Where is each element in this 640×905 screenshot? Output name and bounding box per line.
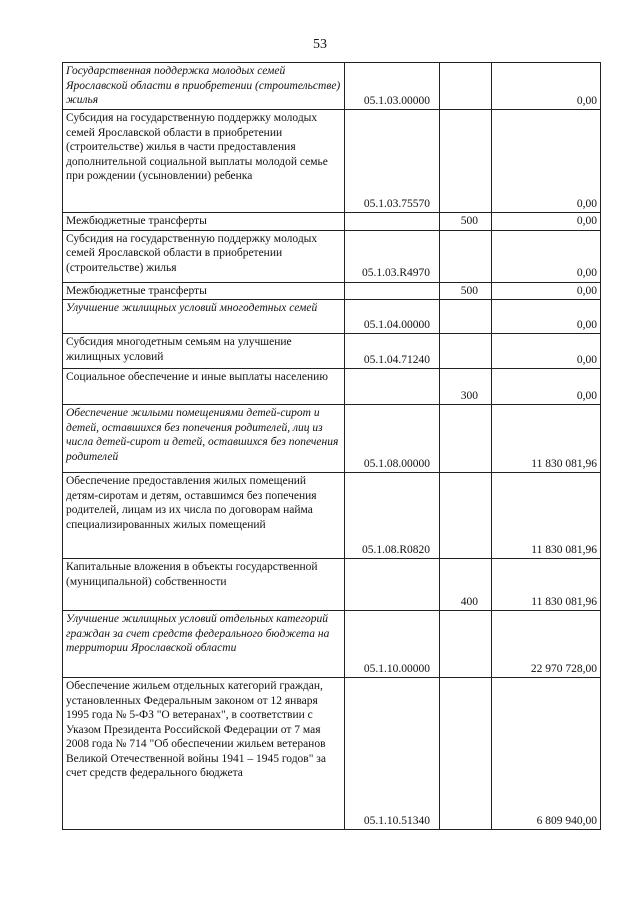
table-row <box>63 213 601 231</box>
row-name: Субсидия на государственную поддержку молодых семей Ярославской области в приобретении (строительстве) жилья в части предоставления дополнительной социальной выплаты молодой семье при рождении (усыновлении) ребенка <box>63 110 345 213</box>
row-type <box>440 300 492 334</box>
row-name: Социальное обеспечение и иные выплаты населению <box>63 369 345 405</box>
row-code: 05.1.04.71240 <box>345 334 440 369</box>
row-type <box>440 405 492 473</box>
row-code <box>345 282 440 300</box>
row-type <box>440 63 492 110</box>
row-name: Обеспечение жилыми помещениями детей-сирот и детей, оставшихся без попечения родителей, лиц из числа детей-сирот и детей, оставшихся без попечения родителей <box>63 405 345 473</box>
row-amount: 11 830 081,96 <box>492 559 601 611</box>
row-amount: 0,00 <box>492 213 601 231</box>
row-amount: 11 830 081,96 <box>492 405 601 473</box>
row-name: Обеспечение предоставления жилых помещений детям-сиротам и детям, оставшимся без попечения родителей, лицам из их числа по договорам найма специализированных жилых помещений <box>63 473 345 559</box>
row-type <box>440 678 492 830</box>
row-type <box>440 473 492 559</box>
row-amount: 0,00 <box>492 369 601 405</box>
table-row <box>63 473 601 559</box>
row-amount: 0,00 <box>492 282 601 300</box>
row-code: 05.1.10.51340 <box>345 678 440 830</box>
row-amount: 0,00 <box>492 300 601 334</box>
row-code: 05.1.08.R0820 <box>345 473 440 559</box>
row-name: Улучшение жилищных условий многодетных семей <box>63 300 345 334</box>
row-type <box>440 110 492 213</box>
row-amount: 0,00 <box>492 230 601 282</box>
row-type: 500 <box>440 282 492 300</box>
table-row <box>63 300 601 334</box>
row-code: 05.1.03.R4970 <box>345 230 440 282</box>
table-row <box>63 611 601 678</box>
row-amount: 0,00 <box>492 63 601 110</box>
table-row <box>63 678 601 830</box>
table-row <box>63 110 601 213</box>
row-name: Капитальные вложения в объекты государственной (муниципальной) собственности <box>63 559 345 611</box>
row-amount: 22 970 728,00 <box>492 611 601 678</box>
row-name: Обеспечение жильем отдельных категорий граждан, установленных Федеральным законом от 12 января 1995 года № 5-ФЗ "О ветеранах", в соответствии с Указом Президента Российской Федерации от 7 мая 2008 года № 714 "Об обеспечении жильем ветеранов Великой Отечественной войны 1941 – 1945 годов" за счет средств федерального бюджета <box>63 678 345 830</box>
row-name: Улучшение жилищных условий отдельных категорий граждан за счет средств федерального бюджета на территории Ярославской области <box>63 611 345 678</box>
row-code <box>345 213 440 231</box>
row-type: 500 <box>440 213 492 231</box>
page-number: 53 <box>313 37 327 52</box>
table-row <box>63 63 601 110</box>
table-row <box>63 369 601 405</box>
row-name: Межбюджетные трансферты <box>63 213 345 231</box>
row-code: 05.1.10.00000 <box>345 611 440 678</box>
row-code <box>345 559 440 611</box>
table-row <box>63 334 601 369</box>
row-amount: 11 830 081,96 <box>492 473 601 559</box>
table-row <box>63 559 601 611</box>
row-amount: 0,00 <box>492 334 601 369</box>
row-type: 300 <box>440 369 492 405</box>
row-code <box>345 369 440 405</box>
row-code: 05.1.03.00000 <box>345 63 440 110</box>
table-row <box>63 230 601 282</box>
row-name: Межбюджетные трансферты <box>63 282 345 300</box>
row-code: 05.1.03.75570 <box>345 110 440 213</box>
budget-table <box>62 62 601 830</box>
row-type <box>440 334 492 369</box>
row-type <box>440 611 492 678</box>
row-name: Субсидия многодетным семьям на улучшение жилищных условий <box>63 334 345 369</box>
row-name: Субсидия на государственную поддержку молодых семей Ярославской области в приобретении (строительстве) жилья <box>63 230 345 282</box>
row-name: Государственная поддержка молодых семей Ярославской области в приобретении (строительстве) жилья <box>63 63 345 110</box>
row-type <box>440 230 492 282</box>
row-amount: 6 809 940,00 <box>492 678 601 830</box>
row-amount: 0,00 <box>492 110 601 213</box>
row-type: 400 <box>440 559 492 611</box>
table-row <box>63 405 601 473</box>
table-row <box>63 282 601 300</box>
row-code: 05.1.04.00000 <box>345 300 440 334</box>
row-code: 05.1.08.00000 <box>345 405 440 473</box>
